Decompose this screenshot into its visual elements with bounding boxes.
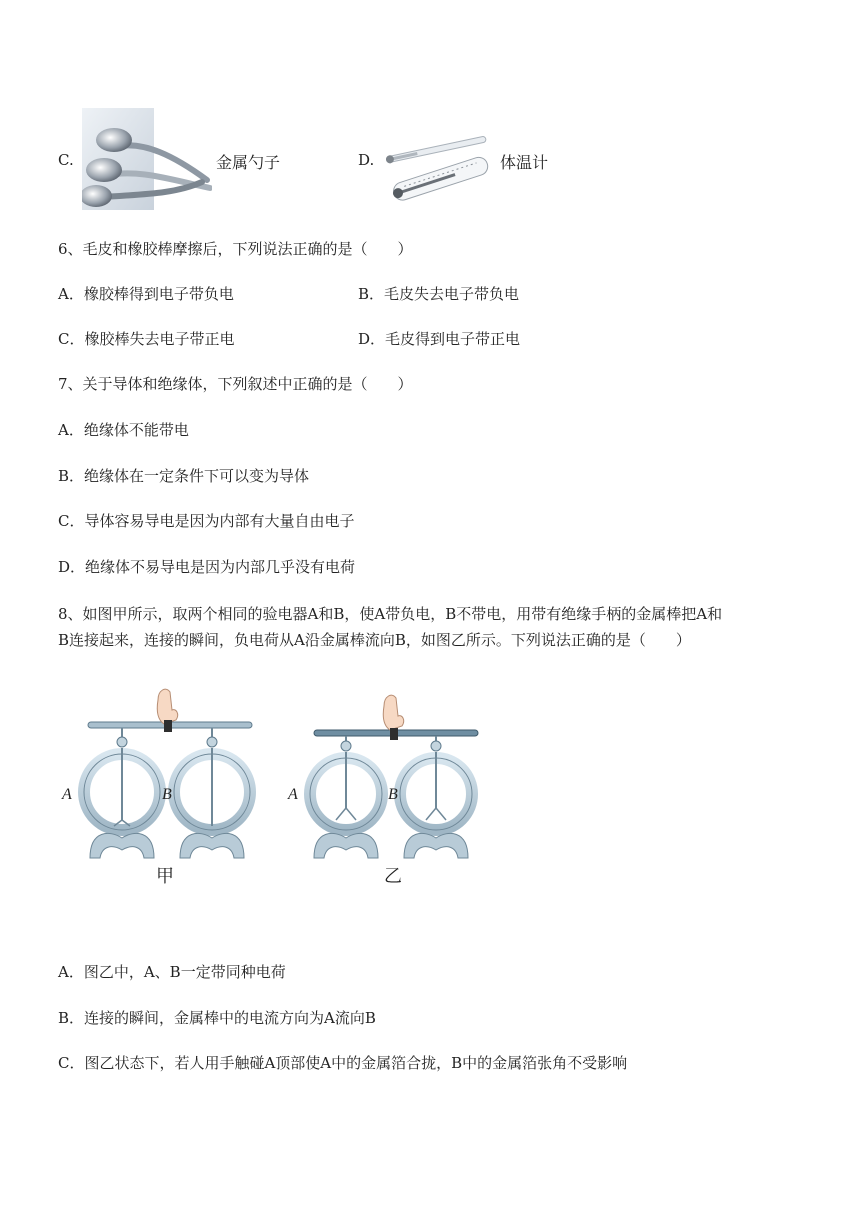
q7-option-a: A．绝缘体不能带电 [58, 421, 189, 439]
figure-yi-label-a: A [288, 786, 298, 803]
q8-option-c: C．图乙状态下，若人用手触碰A顶部使A中的金属箔合拢，B中的金属箔张角不受影响 [58, 1054, 628, 1072]
q8-option-a: A．图乙中，A、B一定带同种电荷 [58, 963, 286, 981]
q6-option-a: A．橡胶棒得到电子带负电 [58, 285, 234, 303]
q5-option-d-caption: 体温计 [500, 153, 549, 172]
q5-option-c-letter: C. [58, 151, 74, 169]
q6-option-b: B．毛皮失去电子带负电 [358, 285, 520, 303]
q8-option-b: B．连接的瞬间，金属棒中的电流方向为A流向B [58, 1009, 376, 1027]
figure-yi-caption: 乙 [384, 866, 402, 887]
q7-option-b: B．绝缘体在一定条件下可以变为导体 [58, 467, 310, 485]
figure-jia-label-a: A [62, 786, 72, 803]
q8-stem-line1: 8、如图甲所示，取两个相同的验电器A和B，使A带负电，B不带电，用带有绝缘手柄的金属棒把A和 [58, 605, 723, 623]
q7-stem: 7、关于导体和绝缘体，下列叙述中正确的是（ ） [58, 375, 413, 393]
figure-jia-caption: 甲 [156, 866, 174, 887]
q6-option-c: C．橡胶棒失去电子带正电 [58, 330, 235, 348]
figure-jia-label-b: B [162, 786, 172, 803]
q5-option-d-letter: D. [358, 151, 375, 169]
metal-spoons-image [82, 108, 212, 210]
q7-option-d: D．绝缘体不易导电是因为内部几乎没有电荷 [58, 558, 356, 576]
q8-stem-line2: B连接起来，连接的瞬间，负电荷从A沿金属棒流向B，如图乙所示。下列说法正确的是（ ） [58, 631, 691, 649]
figure-yi-label-b: B [388, 786, 398, 803]
q6-option-d: D．毛皮得到电子带正电 [358, 330, 521, 348]
q7-option-c: C．导体容易导电是因为内部有大量自由电子 [58, 512, 355, 530]
electroscope-figure-yi [286, 680, 496, 880]
electroscope-figure-jia [60, 680, 270, 880]
q5-option-c-caption: 金属勺子 [216, 153, 281, 172]
q6-stem: 6、毛皮和橡胶棒摩擦后，下列说法正确的是（ ） [58, 240, 413, 258]
thermometer-image [384, 120, 496, 208]
